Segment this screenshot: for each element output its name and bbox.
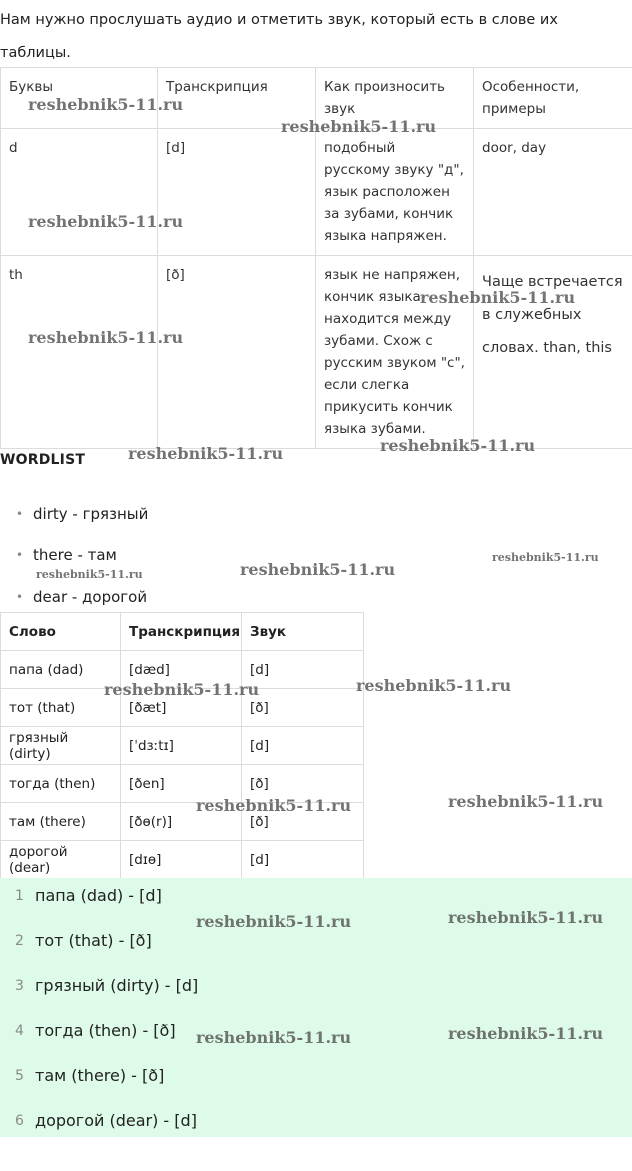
- table-cell: дорогой (dear): [1, 841, 121, 879]
- table-cell: [ð]: [242, 689, 364, 727]
- table-cell: [ð]: [242, 803, 364, 841]
- bullet-icon: •: [16, 590, 24, 604]
- table-cell: [d]: [158, 129, 316, 256]
- watermark: reshebnik5-11.ru: [196, 912, 352, 931]
- table-cell: door, day: [474, 129, 632, 256]
- table-cell: [ðɵ(r)]: [121, 803, 242, 841]
- item-number: 4: [15, 1023, 24, 1039]
- table-row: [1, 727, 364, 765]
- watermark: reshebnik5-11.ru: [36, 568, 143, 581]
- item-text: тогда (then) - [ð]: [35, 1021, 176, 1040]
- table-row: [1, 256, 632, 449]
- list-item-text: dear - дорогой: [33, 588, 148, 606]
- list-item: [0, 545, 148, 565]
- watermark: reshebnik5-11.ru: [356, 676, 512, 695]
- watermark: reshebnik5-11.ru: [28, 95, 184, 114]
- table-cell: [ðæt]: [121, 689, 242, 727]
- watermark: reshebnik5-11.ru: [420, 288, 576, 307]
- table-cell: [ð]: [158, 256, 316, 449]
- watermark: reshebnik5-11.ru: [448, 908, 604, 927]
- item-text: дорогой (dear) - [d]: [35, 1111, 197, 1130]
- watermark: reshebnik5-11.ru: [128, 444, 284, 463]
- list-item: [0, 504, 148, 524]
- header-cell: Транскрипция: [121, 613, 242, 651]
- watermark: reshebnik5-11.ru: [196, 796, 352, 815]
- table-cell: [d]: [242, 841, 364, 879]
- table-cell: Чаще встречается в служебных словах. than, this: [474, 256, 632, 449]
- table-cell: [dæd]: [121, 651, 242, 689]
- table-cell: [dɪɵ]: [121, 841, 242, 879]
- table-header-row: [1, 613, 364, 651]
- item-number: 1: [15, 888, 24, 904]
- table-cell: грязный (dirty): [1, 727, 121, 765]
- item-text: грязный (dirty) - [d]: [35, 976, 199, 995]
- watermark: reshebnik5-11.ru: [196, 1028, 352, 1047]
- header-cell: Звук: [242, 613, 364, 651]
- intro-text: Нам нужно прослушать аудио и отметить звук, который есть в слове их таблицы.: [0, 12, 558, 61]
- watermark: reshebnik5-11.ru: [28, 212, 184, 231]
- wordlist: [0, 498, 148, 607]
- list-item-text: dirty - грязный: [33, 505, 149, 523]
- header-cell: Буквы: [1, 68, 158, 129]
- header-cell: Транскрипция: [158, 68, 316, 129]
- item-text: тот (that) - [ð]: [35, 931, 152, 950]
- watermark: reshebnik5-11.ru: [492, 551, 599, 564]
- table-cell: [d]: [242, 651, 364, 689]
- table-cell: там (there): [1, 803, 121, 841]
- table-row: [1, 841, 364, 879]
- table-cell: тот (that): [1, 689, 121, 727]
- item-number: 2: [15, 933, 24, 949]
- list-item-text: there - там: [33, 546, 117, 564]
- item-text: папа (dad) - [d]: [35, 886, 162, 905]
- table-cell: подобный русскому звуку "д", язык расположен за зубами, кончик языка напряжен.: [316, 129, 474, 256]
- table-row: [1, 129, 632, 256]
- table-cell: [ð]: [242, 765, 364, 803]
- watermark: reshebnik5-11.ru: [380, 436, 536, 455]
- bullet-icon: •: [16, 507, 24, 521]
- table-cell: [d]: [242, 727, 364, 765]
- table-cell: th: [1, 256, 158, 449]
- item-text: там (there) - [ð]: [35, 1066, 165, 1085]
- header-cell: Слово: [1, 613, 121, 651]
- table-cell: [ˈdɜːtɪ]: [121, 727, 242, 765]
- item-number: 3: [15, 978, 24, 994]
- watermark: reshebnik5-11.ru: [240, 560, 396, 579]
- table-cell: d: [1, 129, 158, 256]
- watermark: reshebnik5-11.ru: [448, 792, 604, 811]
- word-table: [0, 612, 364, 879]
- list-item: [0, 587, 148, 607]
- item-number: 6: [15, 1113, 24, 1129]
- watermark: reshebnik5-11.ru: [281, 117, 437, 136]
- watermark: reshebnik5-11.ru: [448, 1024, 604, 1043]
- table-cell: папа (dad): [1, 651, 121, 689]
- header-cell: Особенности, примеры: [474, 68, 632, 129]
- item-number: 5: [15, 1068, 24, 1084]
- table-cell: тогда (then): [1, 765, 121, 803]
- watermark: reshebnik5-11.ru: [28, 328, 184, 347]
- watermark: reshebnik5-11.ru: [104, 680, 260, 699]
- wordlist-heading: WORDLIST: [0, 452, 86, 468]
- bullet-icon: •: [16, 548, 24, 562]
- table-cell: [ðen]: [121, 765, 242, 803]
- table-cell: язык не напряжен, кончик языка находится между зубами. Схож с русским звуком "с", если слегка прикусить кончик языка зубами.: [316, 256, 474, 449]
- header-cell: Как произносить звук: [316, 68, 474, 129]
